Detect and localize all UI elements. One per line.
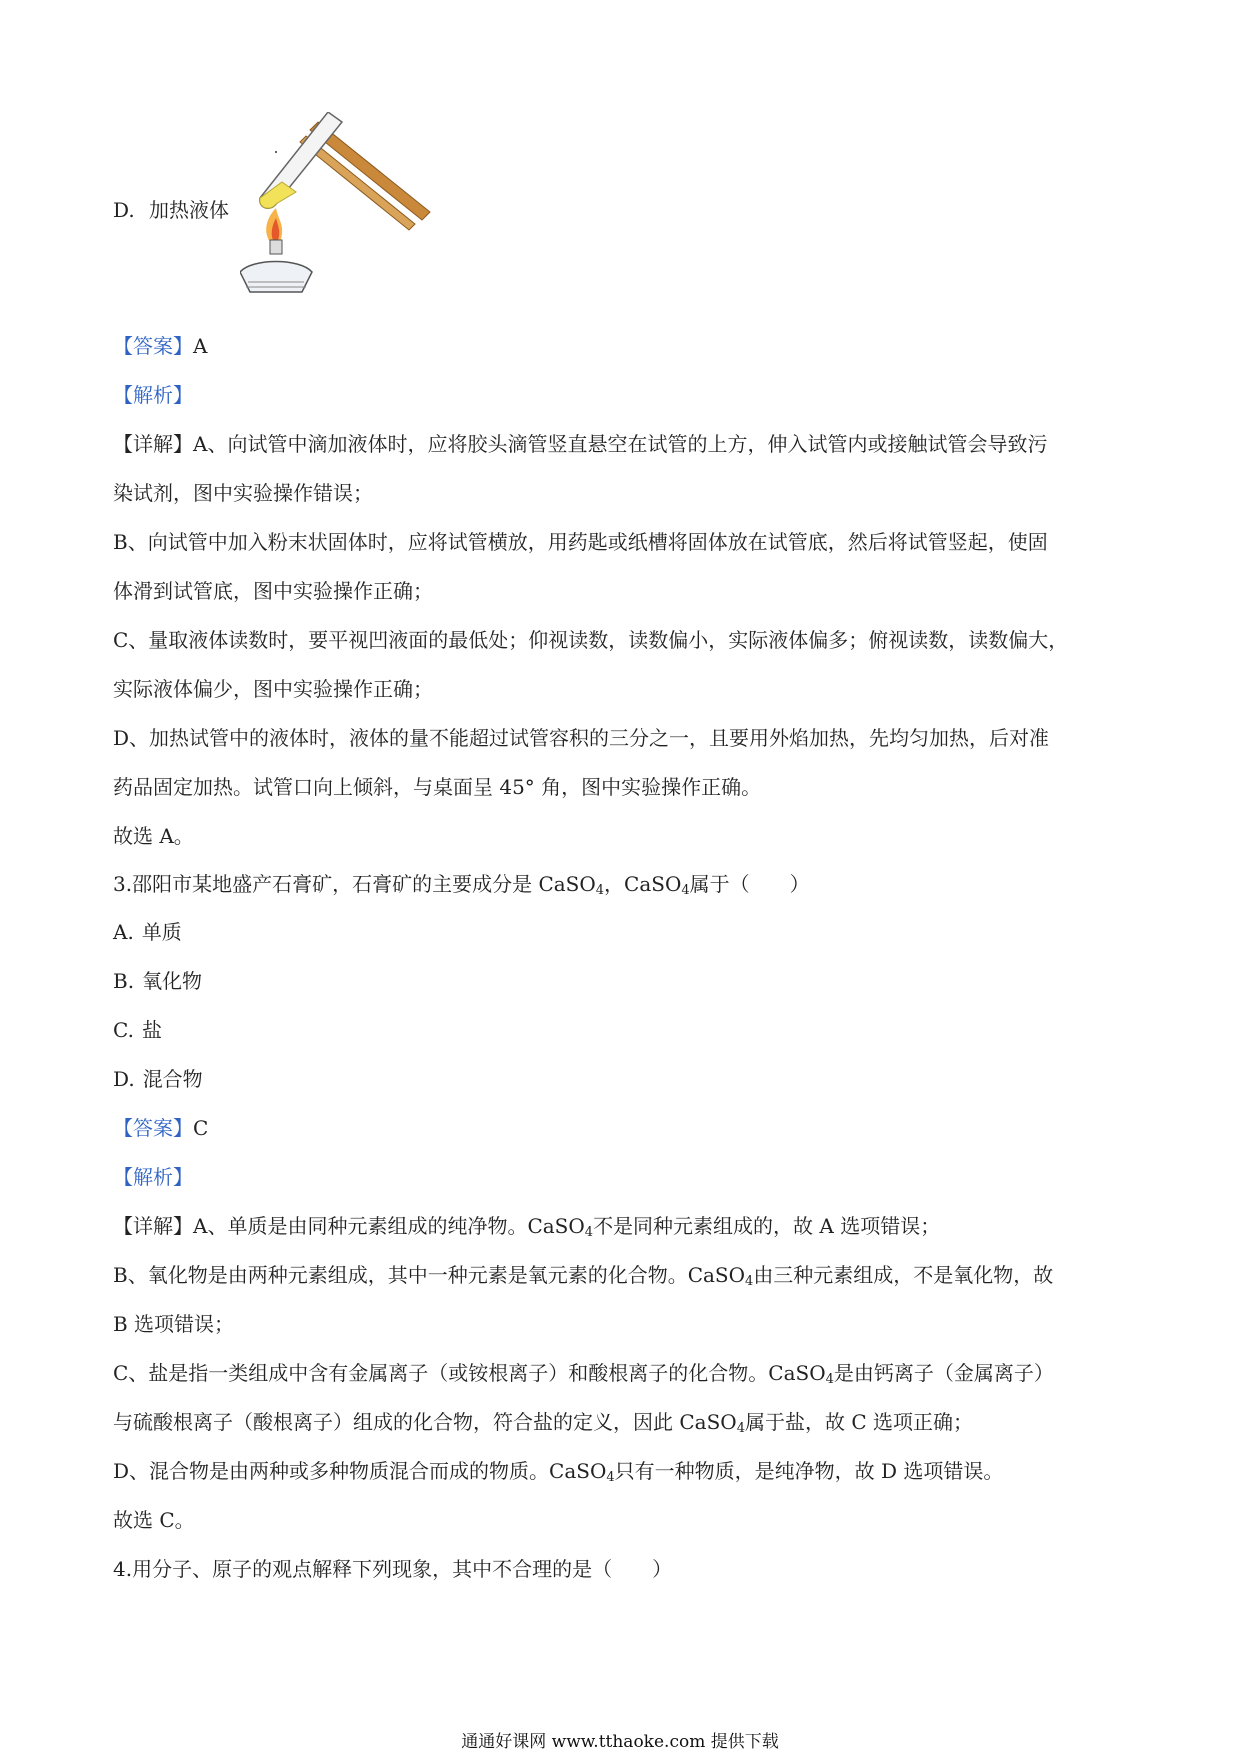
- q3-detail-line-4: [113, 1359, 1054, 1387]
- q2-detail-line-3: B、向试管中加入粉末状固体时，应将试管横放，用药匙或纸槽将固体放在试管底，然后将试管竖起，使固: [113, 530, 1048, 554]
- answer-tag: 【答案】: [113, 1116, 193, 1140]
- answer-value: A: [193, 334, 208, 358]
- q4-stem: 4.用分子、原子的观点解释下列现象，其中不合理的是（ ）: [113, 1557, 673, 1581]
- q3-detail-line-5: [113, 1408, 973, 1436]
- option-text: 混合物: [142, 1067, 203, 1091]
- detail-text: 只有一种物质，是纯净物，故 D 选项错误。: [614, 1459, 1004, 1483]
- detail-tag: 【详解】: [113, 1214, 193, 1238]
- detail-text: A、单质是由同种元素组成的纯净物。CaSO: [193, 1214, 585, 1238]
- option-letter: D.: [113, 1067, 135, 1091]
- q2-detail-line-7: D、加热试管中的液体时，液体的量不能超过试管容积的三分之一，且要用外焰加热，先均匀加热，后对准: [113, 726, 1050, 750]
- option-text: 盐: [141, 1018, 162, 1042]
- detail-tag: 【详解】: [113, 432, 193, 456]
- subscript: 4: [681, 883, 690, 898]
- q2-analysis-tag: 【解析】: [113, 383, 193, 407]
- subscript: 4: [745, 1274, 754, 1289]
- q3-option-a: [113, 918, 182, 946]
- subscript: 4: [736, 1421, 745, 1436]
- subscript: 4: [825, 1372, 834, 1387]
- option-text: 单质: [141, 920, 182, 944]
- option-text: 加热液体: [149, 198, 230, 222]
- answer-tag: 【答案】: [113, 334, 193, 358]
- q2-detail-line-4: 体滑到试管底，图中实验操作正确；: [113, 579, 433, 603]
- stem-text: 3.邵阳市某地盛产石膏矿，石膏矿的主要成分是 CaSO: [113, 872, 596, 896]
- q3-answer: [113, 1114, 208, 1142]
- q3-analysis-tag: 【解析】: [113, 1165, 193, 1189]
- q2-detail-line-5: C、量取液体读数时，要平视凹液面的最低处；仰视读数，读数偏小，实际液体偏多；俯视读数，读数偏大，: [113, 628, 1069, 652]
- detail-text: 与硫酸根离子（酸根离子）组成的化合物，符合盐的定义，因此 CaSO: [113, 1410, 737, 1434]
- option-letter: C.: [113, 1018, 134, 1042]
- detail-text: 不是同种元素组成的，故 A 选项错误；: [593, 1214, 941, 1238]
- q3-stem: [113, 870, 810, 898]
- heating-liquid-illustration: [240, 112, 440, 302]
- option-letter: A.: [113, 920, 134, 944]
- option-letter: D.: [113, 198, 135, 222]
- answer-value: C: [193, 1116, 209, 1140]
- q2-detail-line-2: 染试剂，图中实验操作错误；: [113, 481, 373, 505]
- q2-answer: [113, 332, 207, 360]
- q3-detail-line-2: [113, 1261, 1053, 1289]
- alcohol-lamp: [240, 240, 312, 292]
- option-letter: B.: [113, 969, 135, 993]
- page-footer: 通通好课网 www.tthaoke.com 提供下载: [461, 1732, 779, 1752]
- q2-detail-line-1: [113, 430, 1047, 458]
- detail-text: A、向试管中滴加液体时，应将胶头滴管竖直悬空在试管的上方，伸入试管内或接触试管会导致污: [193, 432, 1048, 456]
- detail-text: 是由钙离子（金属离子）: [833, 1361, 1054, 1385]
- detail-text: D、混合物是由两种或多种物质混合而成的物质。CaSO: [113, 1459, 607, 1483]
- option-d-row: [113, 196, 229, 224]
- detail-text: 由三种元素组成，不是氧化物，故: [753, 1263, 1054, 1287]
- subscript: 4: [584, 1225, 594, 1240]
- detail-text: 属于盐，故 C 选项正确；: [744, 1410, 973, 1434]
- q3-detail-line-1: [113, 1212, 940, 1240]
- q2-detail-line-8: 药品固定加热。试管口向上倾斜，与桌面呈 45° 角，图中实验操作正确。: [113, 775, 762, 799]
- stem-text: ，CaSO: [604, 872, 682, 896]
- option-text: 氧化物: [142, 969, 203, 993]
- subscript: 4: [595, 883, 605, 898]
- flame: [266, 208, 282, 242]
- q3-option-d: [113, 1065, 203, 1093]
- q3-detail-line-3: B 选项错误；: [113, 1312, 235, 1336]
- q3-conclusion: 故选 C。: [113, 1508, 195, 1532]
- detail-text: B、氧化物是由两种元素组成，其中一种元素是氧元素的化合物。CaSO: [113, 1263, 746, 1287]
- q2-conclusion: 故选 A。: [113, 824, 194, 848]
- q3-detail-line-6: [113, 1457, 1003, 1485]
- stem-text: 属于（ ）: [689, 872, 810, 896]
- subscript: 4: [606, 1470, 615, 1485]
- detail-text: C、盐是指一类组成中含有金属离子（或铵根离子）和酸根离子的化合物。CaSO: [113, 1361, 826, 1385]
- q3-option-c: [113, 1016, 162, 1044]
- q2-detail-line-6: 实际液体偏少，图中实验操作正确；: [113, 677, 433, 701]
- q3-option-b: [113, 967, 202, 995]
